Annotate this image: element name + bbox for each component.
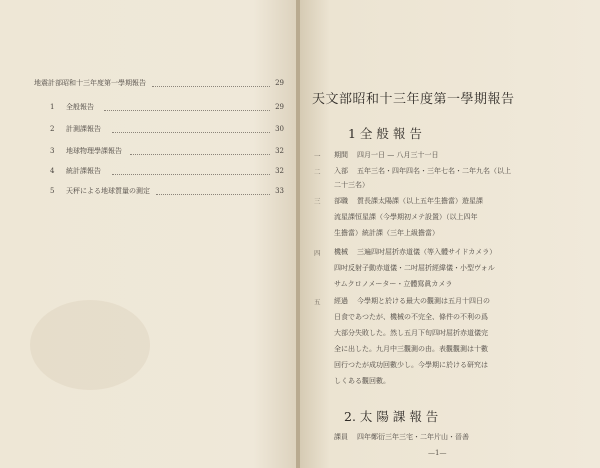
item-key: 機械 <box>334 248 348 256</box>
item-line: 五年三名・四年四名・三年七名・二年九名（以上 <box>357 167 511 175</box>
toc-heading: 地震計部昭和十三年度第一學期報告 <box>34 79 146 87</box>
toc-entry-number: 3 <box>50 147 55 155</box>
toc-entry-page: 32 <box>275 167 284 175</box>
toc-leader <box>156 194 270 195</box>
margin-mark: 三 <box>314 197 321 205</box>
toc-leader <box>130 154 270 155</box>
margin-mark: 五 <box>314 298 321 306</box>
toc-leader <box>112 174 270 175</box>
toc-entry-title: 地球物理學課報告 <box>66 147 122 155</box>
item-line: 質長課太陽課（以上五年生擔當）遊星課 <box>357 197 483 205</box>
section-2-member-key: 課員 <box>334 433 348 441</box>
toc-entry-title: 全般報告 <box>66 103 94 111</box>
table-of-contents <box>34 76 284 195</box>
toc-entry-title: 計測課報告 <box>66 125 101 133</box>
item-line: 大部分失敗した。然し五月下旬四吋屈折赤道儀完 <box>334 329 488 337</box>
toc-entry <box>34 164 284 178</box>
toc-entry <box>34 122 284 136</box>
toc-entry-number: 1 <box>50 103 55 111</box>
item-key: 部職 <box>334 197 348 205</box>
item-line: 流星課恒星課（今學期初メテ設置）（以上四年 <box>334 213 478 221</box>
item-line: 二十三名） <box>334 181 369 189</box>
margin-mark: 二 <box>314 168 321 176</box>
item-line: しくある觀回數。 <box>334 377 390 385</box>
item-key: 期間 <box>334 151 348 159</box>
toc-entry-title: 天秤による地球質量の測定 <box>66 187 150 195</box>
item-line: 三遍四吋屈折赤道儀（等入體サイドカメラ） <box>357 248 497 256</box>
toc-entry-page: 29 <box>275 103 284 111</box>
toc-heading-page: 29 <box>275 79 284 87</box>
margin-mark: 一 <box>314 152 321 160</box>
item-line: 今學期と於ける最大の觀測は五月十四日の <box>357 297 490 305</box>
section-2-member-text: 四年鄭衍三年三宅・二年片山・晉善 <box>357 433 469 441</box>
item-line: 生擔當）統計課（三年上級擔當） <box>334 229 439 237</box>
toc-leader <box>104 110 270 111</box>
margin-mark: 四 <box>314 249 321 257</box>
toc-entry <box>34 100 284 114</box>
item-key: 經過 <box>334 297 348 305</box>
item-line: 回行つたが成功回數少し。今學期に於ける研究は <box>334 361 488 369</box>
item-line: 日食であつたが、機械の不完全、條件の不利の爲 <box>334 313 488 321</box>
page-number: —1— <box>428 449 447 457</box>
item-line: 全に出した。九月中三觀測の由。表觀觀測は十數 <box>334 345 488 353</box>
toc-entry-page: 32 <box>275 147 284 155</box>
report-title: 天文部昭和十三年度第一學期報告 <box>312 92 515 107</box>
item-line: サムクロノメーター・立體寫眞カメラ <box>334 280 453 288</box>
toc-leader <box>112 132 270 133</box>
toc-entry-page: 33 <box>275 187 284 195</box>
item-line: 四吋反射子動赤道儀・二吋屈折經緯儀・小型ヴォル <box>334 264 495 272</box>
toc-entry-number: 5 <box>50 187 55 195</box>
toc-heading-row <box>34 76 284 90</box>
toc-entry <box>34 144 284 158</box>
left-page <box>0 0 298 468</box>
toc-entry-number: 2 <box>50 125 55 133</box>
section-1-title: 1 全 般 報 告 <box>348 126 422 141</box>
paper-stain <box>30 300 150 390</box>
toc-entry <box>34 184 284 198</box>
toc-entry-title: 統計課報告 <box>66 167 101 175</box>
toc-leader <box>152 86 270 87</box>
item-line: 四月一日 — 八月三十一日 <box>357 151 439 159</box>
section-2-title: 2. 太 陽 課 報 告 <box>344 409 439 424</box>
toc-entry-number: 4 <box>50 167 55 175</box>
item-key: 入部 <box>334 167 348 175</box>
toc-entry-page: 30 <box>275 125 284 133</box>
